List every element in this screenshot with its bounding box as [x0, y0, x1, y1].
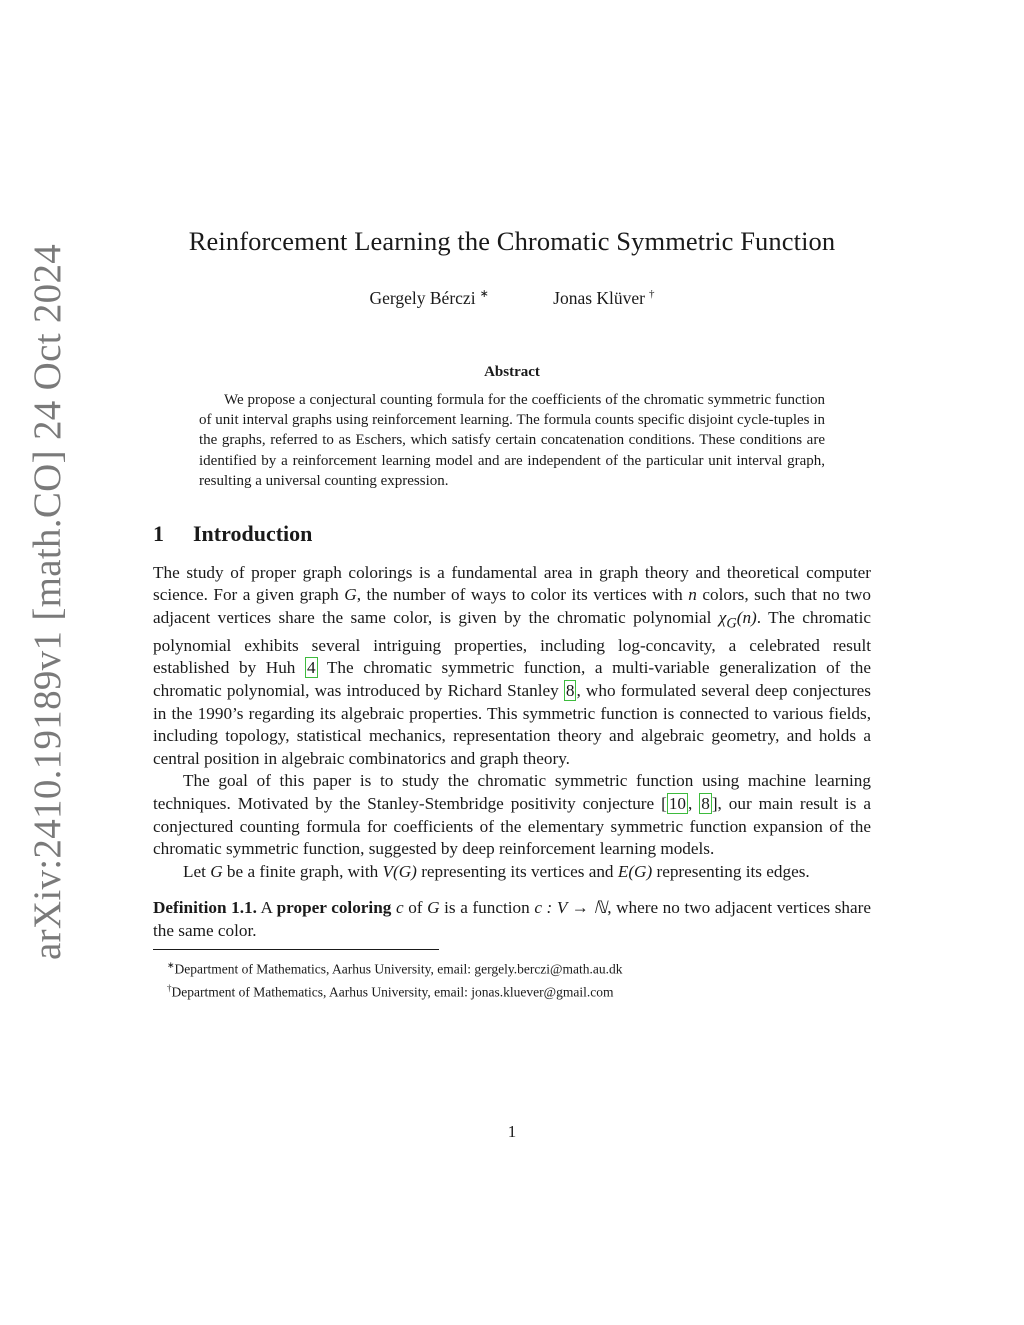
paper-title: Reinforcement Learning the Chromatic Symmetric Function [188, 226, 836, 256]
math-G: G [344, 585, 357, 605]
author-name: Gergely Bérczi [369, 287, 476, 308]
citation-link-stembridge[interactable]: 10 [668, 794, 686, 813]
math-n: n [688, 585, 697, 605]
arxiv-identifier-stamp: arXiv:2410.19189v1 [math.CO] 24 Oct 2024 [26, 243, 69, 960]
author-list [153, 283, 871, 309]
math-coloring-map: c : V → ℕ [534, 898, 608, 918]
citation-link-stanley-2[interactable]: 8 [701, 794, 710, 813]
page-number: 1 [507, 1122, 517, 1141]
definition-1-1: Definition 1.1. A proper coloring c of G is a function c : V → ℕ, where no two adjacent vertices share the same color. [153, 898, 872, 940]
section-number: 1 [153, 521, 164, 547]
abstract-heading: Abstract [484, 364, 540, 381]
citation-link-huh[interactable]: 4 [307, 658, 316, 678]
section-heading-introduction [153, 523, 871, 546]
author-berczi [369, 283, 488, 309]
author-footnote-mark[interactable]: ∗ [479, 288, 489, 300]
citation-link-stanley[interactable]: 8 [565, 681, 575, 701]
abstract-text: We propose a conjectural counting formula for the coefficients of the chromatic symmetric function of unit interval graphs using reinforcement learning. The formula counts specific disjoint cycle-tuples in the graphs, referred to as Eschers, which satisfy certain concatenation conditions. These conditions are identified by a reinforcement learning model and are independent of the particular unit interval graph, resulting a universal counting expression. [199, 392, 825, 489]
math-vertex-set: V(G) [382, 861, 417, 881]
math-G: G [427, 898, 440, 918]
footnote-berczi: ∗Department of Mathematics, Aarhus University, email: gergely.berczi@math.au.dk [167, 959, 623, 977]
math-edge-set: E(G) [617, 861, 653, 881]
author-footnote-mark[interactable]: † [649, 288, 655, 300]
footnote-divider [153, 949, 439, 950]
author-name: Jonas Klüver [553, 287, 646, 308]
footnote-kluever: †Department of Mathematics, Aarhus University, email: jonas.kluever@gmail.com [167, 982, 614, 1000]
section-title: Introduction [193, 521, 313, 547]
math-G: G [210, 861, 223, 881]
math-chromatic-polynomial: $\chi_G(n)$ [718, 607, 757, 632]
intro-paragraph-1: The study of proper graph colorings is a fundamental area in graph theory and theoretical computer science. For a given graph G, the number of ways to color its vertices with n colors, such that no two adjacent vertices share the same color, is given by the chromatic polynomial $\chi_G(n)$. The chromatic polynomial exhibits several intriguing properties, including log-concavity, a celebrated result established by Huh 4 The chromatic symmetric function, a multi-variable generalization of the chromatic polynomial, was introduced by Richard Stanley 8 , who formulated several deep conjectures in the 1990’s regarding its algebraic properties. This symmetric function is connected to various fields, including topology, statistical mechanics, representation theory and algebraic geometry, and holds a central position in algebraic combinatorics and graph theory. [153, 562, 871, 768]
intro-paragraph-2: The goal of this paper is to study the chromatic symmetric function using machine learning techniques. Motivated by the Stanley-Stembridge positivity conjecture [ 10 , 8 ], our main result is a conjectured counting formula for coefficients of the elementary symmetric function expansion of the chromatic symmetric function, suggested by deep reinforcement learning models. [153, 771, 871, 859]
paper-page [153, 225, 871, 1002]
definition-label: Definition 1.1. [153, 898, 257, 918]
author-kluever [553, 283, 654, 309]
definition-term: proper coloring [276, 898, 392, 918]
math-c: c [395, 898, 404, 918]
intro-paragraph-3: Let G be a finite graph, with V(G) representing its vertices and E(G) representing its edges. [183, 861, 810, 881]
